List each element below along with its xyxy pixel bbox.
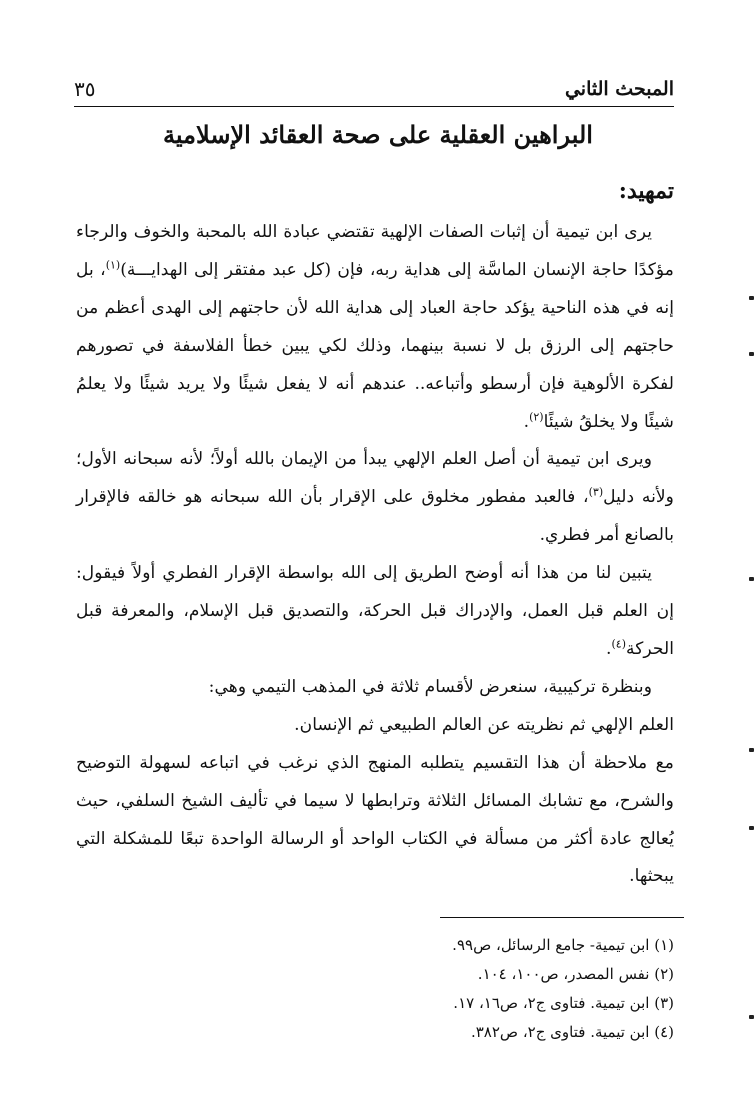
paragraph-3: يتبين لنا من هذا أنه أوضح الطريق إلى الله بواسطة الإقرار الفطري أولاً فيقول: إن العلم قبل العمل، والإدراك قبل الحركة، والتصديق قبل الإسلام، والمعرفة قبل الحركة$^{(٤)}$. [76, 563, 674, 659]
page-number: ٣٥ [74, 77, 96, 101]
paragraph-4: وبنظرة تركيبية، سنعرض لأقسام ثلاثة في المذهب التيمي وهي: [208, 676, 652, 697]
footnote-ref-3: (٣) [588, 485, 604, 499]
paragraph-1: يرى ابن تيمية أن إثبات الصفات الإلهية تقتضي عبادة الله بالمحبة والخوف والرجاء مؤكدًا حاجة الإنسان الماسَّة إلى هداية ربه، فإن (كل عبد مفتقر إلى الهدايـــة)$^{(١)}$، بل إنه في هذه الناحية يؤكد حاجة العباد إلى هداية الله لأن حاجتهم إلى الهدى أعظم من حاجتهم إلى الرزق بل لا نسبة بينهما، وذلك لكي يبين خطأ الفلاسفة في تصورهم لفكرة الألوهية فإن أرسطو وأتباعه.. عندهم أنه لا يفعل شيئًا ولا يريد شيئًا ولا يعلمُ شيئًا ولا يخلقُ شيئًا$^{(٢)}$. [76, 222, 674, 432]
running-title: المبحث الثاني [564, 78, 674, 100]
footnotes [154, 931, 674, 1047]
paragraph-6: مع ملاحظة أن هذا التقسيم يتطلبه المنهج الذي نرغب في اتباعه لسهولة التوضيح والشرح، مع تشابك المسائل الثلاثة وترابطها لا سيما في تأليف الشيخ السلفي، حيث يُعالج عادة أكثر من مسألة في الكتاب الواحد أو الرسالة الواحدة تبعًا للمشكلة التي يبحثها. [76, 752, 674, 887]
paragraph-5: العلم الإلهي ثم نظريته عن العالم الطبيعي ثم الإنسان. [294, 714, 674, 735]
scan-edge-mark [749, 296, 754, 300]
footnote-ref-1: (١) [105, 258, 121, 272]
scan-edge-mark [749, 577, 754, 581]
footnote-ref-4: (٤) [611, 637, 626, 651]
chapter-title: البراهين العقلية على صحة العقائد الإسلامية [163, 120, 593, 149]
section-heading: تمهيد: [618, 178, 674, 204]
scan-edge-mark [749, 826, 754, 830]
footnote-3: (٣) ابن تيمية. فتاوى ج٢، ص١٦، ١٧. [453, 994, 674, 1012]
footnote-2: (٢) نفس المصدر، ص١٠٠، ١٠٤. [477, 965, 674, 983]
scan-edge-mark [749, 352, 754, 356]
running-header [74, 76, 674, 107]
scan-edge-mark [749, 1015, 754, 1019]
body-text [76, 214, 674, 896]
footnote-1: (١) ابن تيمية- جامع الرسائل، ص٩٩. [452, 936, 674, 954]
scan-edge-mark [749, 748, 754, 752]
paragraph-2: ويرى ابن تيمية أن أصل العلم الإلهي يبدأ من الإيمان بالله أولاً؛ لأنه سبحانه الأول؛ ولأنه دليل$^{(٣)}$، فالعبد مفطور مخلوق على الإقرار بأن الله سبحانه هو خالقه فالإقرار بالصانع أمر فطري. [76, 449, 674, 546]
footnote-divider [440, 917, 684, 918]
footnote-4: (٤) ابن تيمية. فتاوى ج٢، ص٣٨٢. [470, 1023, 674, 1041]
footnote-ref-2: (٢) [529, 409, 544, 423]
